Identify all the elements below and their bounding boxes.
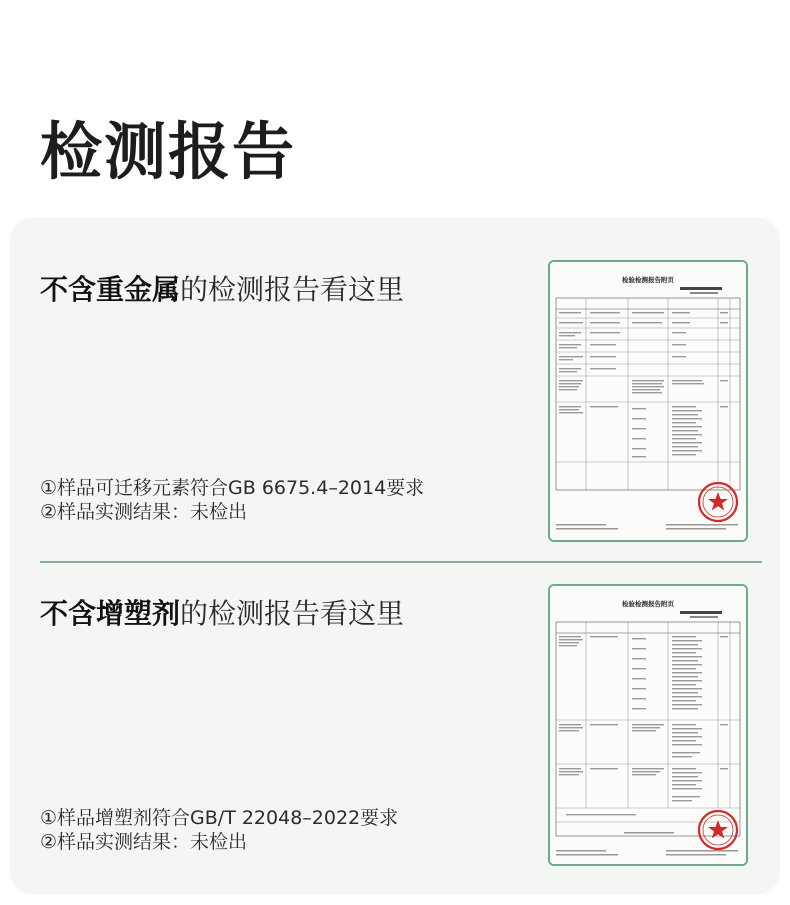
section-heading-heavy-metals [40,272,404,308]
report-thumbnail-plasticizers[interactable] [548,584,748,866]
section-divider [40,561,762,563]
heading-rest: 的检测报告看这里 [180,273,405,306]
notes-heavy-metals [40,476,424,524]
note-line: ②样品实测结果：未检出 [40,501,248,523]
heading-strong: 不含增塑剂 [40,597,181,630]
note-line: ②样品实测结果：未检出 [40,831,248,853]
report-document-image [550,262,746,540]
heading-strong: 不含重金属 [40,273,181,306]
report-title: 检验检测报告附页 [622,600,674,608]
report-document-image [550,586,746,864]
notes-plasticizers [40,806,398,854]
section-heading-plasticizers [40,596,404,632]
note-line: ①样品可迁移元素符合GB 6675.4–2014要求 [40,477,425,499]
report-title: 检验检测报告附页 [622,276,674,284]
page-title: 检测报告 [40,115,297,188]
content-panel [10,218,780,894]
note-line: ①样品增塑剂符合GB/T 22048–2022要求 [40,807,399,829]
heading-rest: 的检测报告看这里 [180,597,405,630]
report-thumbnail-heavy-metals[interactable] [548,260,748,542]
